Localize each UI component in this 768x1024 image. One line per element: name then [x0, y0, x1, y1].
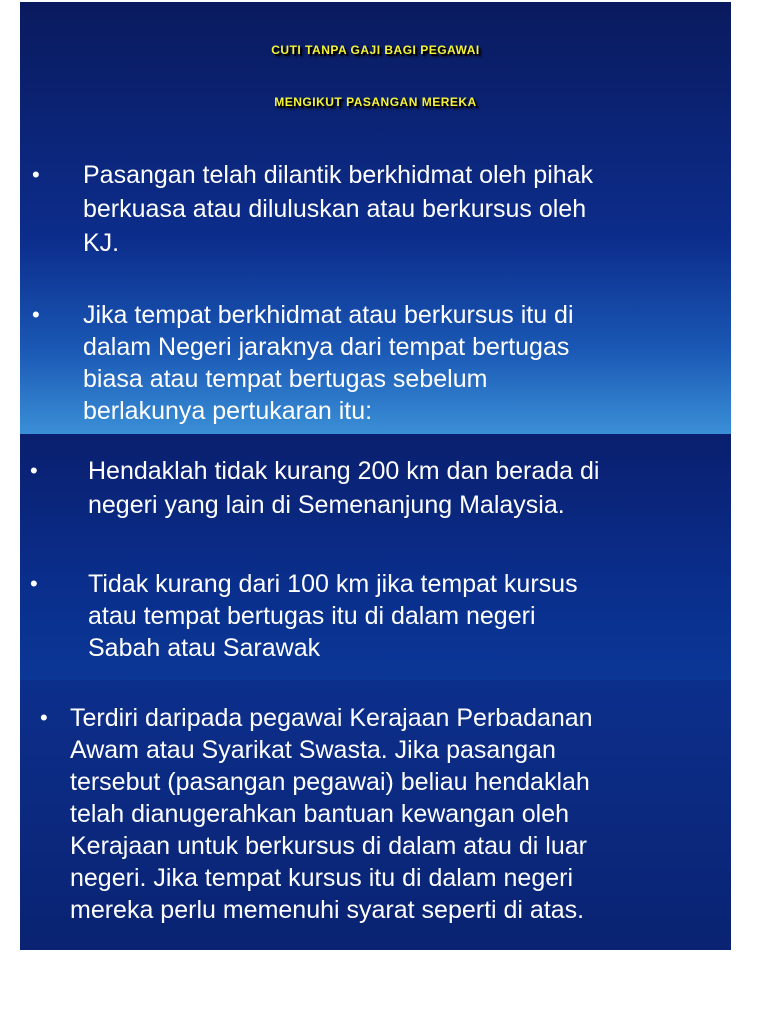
slide-middle-panel	[20, 434, 731, 680]
bullet-text-line: Pasangan telah dilantik berkhidmat oleh pihak	[83, 161, 594, 189]
slide-title-line-1: CUTI TANPA GAJI BAGI PEGAWAI	[271, 43, 480, 57]
bullet-dot: •	[30, 571, 38, 596]
bullet-dot: •	[30, 458, 38, 483]
bullet-text-line: Jika tempat berkhidmat atau berkursus itu di	[83, 301, 574, 329]
bullet-text-line: telah dianugerahkan bantuan kewangan oleh	[70, 800, 570, 828]
bullet-text-line: Sabah atau Sarawak	[88, 634, 321, 662]
bullet-text-line: tersebut (pasangan pegawai) beliau hendaklah	[70, 768, 590, 796]
slide-top-panel	[20, 2, 731, 434]
bullet-text-line: Awam atau Syarikat Swasta. Jika pasangan	[70, 736, 556, 764]
bullet-text-line: negeri yang lain di Semenanjung Malaysia.	[88, 491, 565, 519]
bullet-text-line: dalam Negeri jaraknya dari tempat bertugas	[83, 333, 570, 361]
slide-title-line-2: MENGIKUT PASANGAN MEREKA	[274, 95, 477, 109]
bullet-dot: •	[40, 705, 48, 730]
bullet-text-line: mereka perlu memenuhi syarat seperti di atas.	[70, 896, 585, 924]
bullet-text-line: Terdiri daripada pegawai Kerajaan Perbadanan	[70, 704, 593, 732]
bullet-text-line: Tidak kurang dari 100 km jika tempat kursus	[88, 570, 578, 598]
bullet-text-line: Hendaklah tidak kurang 200 km dan berada di	[88, 457, 600, 485]
bullet-dot: •	[32, 302, 40, 327]
bullet-text-line: atau tempat bertugas itu di dalam negeri	[88, 602, 536, 630]
bullet-text-line: negeri. Jika tempat kursus itu di dalam negeri	[70, 864, 574, 892]
bullet-text-line: Kerajaan untuk berkursus di dalam atau di luar	[70, 832, 587, 860]
bullet-dot: •	[32, 162, 40, 187]
slide-bottom-panel	[20, 680, 731, 950]
bullet-text-line: berlakunya pertukaran itu:	[83, 397, 373, 425]
bullet-text-line: biasa atau tempat bertugas sebelum	[83, 365, 488, 393]
bullet-text-line: berkuasa atau diluluskan atau berkursus oleh	[83, 195, 587, 223]
bullet-text-line: KJ.	[83, 229, 120, 257]
